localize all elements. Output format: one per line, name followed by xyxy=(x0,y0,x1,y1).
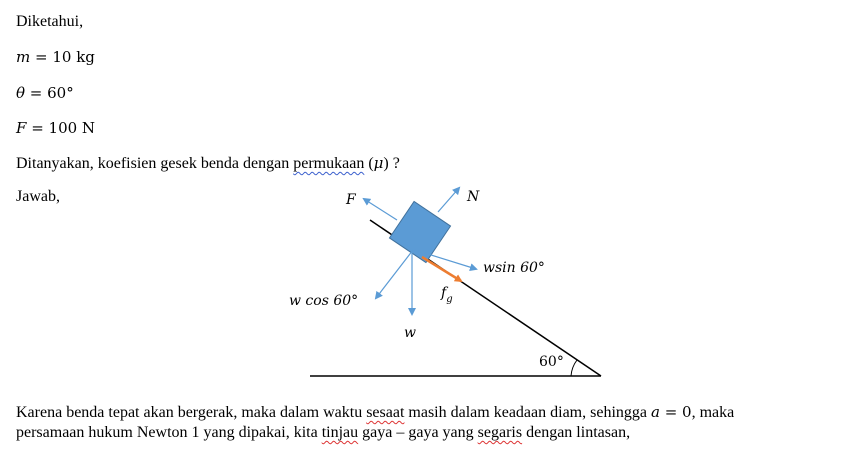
label-wsin-text: wsin 60° xyxy=(483,260,545,276)
force-value: = 100 N xyxy=(26,119,96,137)
para2-word-segaris: segaris xyxy=(477,424,523,441)
para1-word-sesaat: sesaat xyxy=(366,404,405,421)
label-N: N xyxy=(467,189,480,205)
angle-var: θ xyxy=(16,84,26,102)
angle-arc xyxy=(571,360,577,376)
para2-text-c: dengan lintasan, xyxy=(522,424,631,441)
question-word-permukaan: permukaan xyxy=(293,155,365,172)
force-var: F xyxy=(16,119,27,137)
para2-word-tinjau: tinjau xyxy=(321,424,359,441)
para1-text-b: masih dalam keadaan diam, sehingga xyxy=(404,404,651,421)
label-wsin xyxy=(483,260,545,276)
label-fg xyxy=(440,285,453,305)
angle-value: = 60° xyxy=(25,84,74,102)
para1-text-a: Karena benda tepat akan bergerak, maka dalam waktu xyxy=(16,404,367,421)
acceleration-eq: = 0 xyxy=(659,403,692,421)
force-N-arrow xyxy=(438,188,459,212)
mass-value: = 10 kg xyxy=(30,48,95,66)
block xyxy=(389,201,450,262)
question-paren-close: ) ? xyxy=(383,155,400,172)
mu-symbol: μ xyxy=(373,154,384,172)
force-F-arrow xyxy=(364,199,397,220)
acceleration-var: a xyxy=(651,403,660,421)
para2-text-b: gaya – gaya yang xyxy=(358,424,478,441)
paragraph-line-2 xyxy=(16,423,630,443)
answer-heading: Jawab, xyxy=(16,188,60,205)
friction-arrow xyxy=(422,257,461,281)
question-text: Ditanyakan, koefisien gesek benda dengan xyxy=(16,155,294,172)
para2-text-a: persamaan hukum Newton 1 yang dipakai, kita xyxy=(16,424,322,441)
label-w: w xyxy=(404,325,416,341)
given-heading: Diketahui, xyxy=(16,13,84,30)
label-F: F xyxy=(346,192,356,208)
para1-text-c: , maka xyxy=(691,404,735,421)
mass-var: m xyxy=(16,48,31,66)
question-paren-open: ( xyxy=(364,155,374,172)
paragraph-line-1 xyxy=(16,402,734,423)
label-angle: 60° xyxy=(539,354,564,370)
label-wcos: w cos 60° xyxy=(289,293,359,309)
label-fg-sub: g xyxy=(446,294,453,305)
label-fg-f: f xyxy=(441,285,447,301)
force-wcos-arrow xyxy=(376,250,413,298)
